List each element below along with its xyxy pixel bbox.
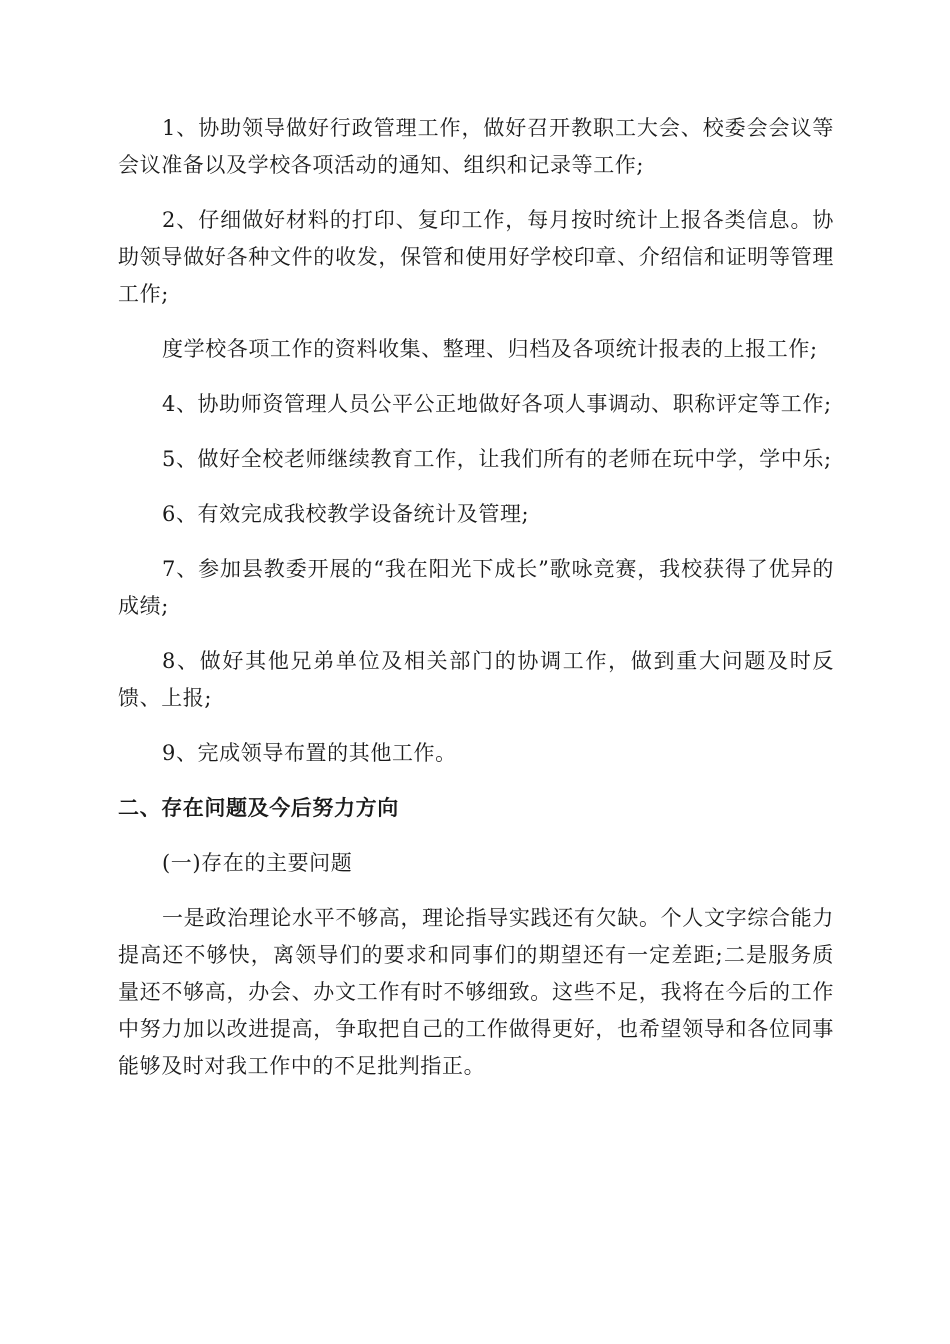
list-item: 9、完成领导布置的其他工作。 — [162, 741, 457, 765]
closing-paragraph: 一是政治理论水平不够高，理论指导实践还有欠缺。个人文字综合能力提高还不够快，离领导们的要求和同事们的期望还有一定差距;二是服务质量还不够高，办会、办文工作有时不够细致。这些不足，我将在今后的工作中努力加以改进提高，争取把自己的工作做得更好，也希望领导和各位同事能够及时对我工作中的不足批判指正。 — [118, 906, 834, 1078]
list-item: 8、做好其他兄弟单位及相关部门的协调工作，做到重大问题及时反馈、上报; — [118, 649, 834, 710]
section-heading: 二、存在问题及今后努力方向 — [118, 796, 399, 820]
list-item: 5、做好全校老师继续教育工作，让我们所有的老师在玩中学，学中乐; — [162, 447, 832, 471]
subsection-heading: (一)存在的主要问题 — [162, 851, 353, 875]
list-item: 6、有效完成我校教学设备统计及管理; — [162, 502, 530, 526]
list-item: 度学校各项工作的资料收集、整理、归档及各项统计报表的上报工作; — [162, 337, 818, 361]
list-item: 4、协助师资管理人员公平公正地做好各项人事调动、职称评定等工作; — [162, 392, 832, 416]
list-item: 1、协助领导做好行政管理工作，做好召开教职工大会、校委会会议等会议准备以及学校各项活动的通知、组织和记录等工作; — [118, 116, 834, 177]
list-item: 2、仔细做好材料的打印、复印工作，每月按时统计上报各类信息。协助领导做好各种文件的收发，保管和使用好学校印章、介绍信和证明等管理工作; — [118, 208, 834, 306]
list-item: 7、参加县教委开展的“我在阳光下成长”歌咏竞赛，我校获得了优异的成绩; — [118, 557, 834, 618]
document-page — [118, 110, 834, 1103]
